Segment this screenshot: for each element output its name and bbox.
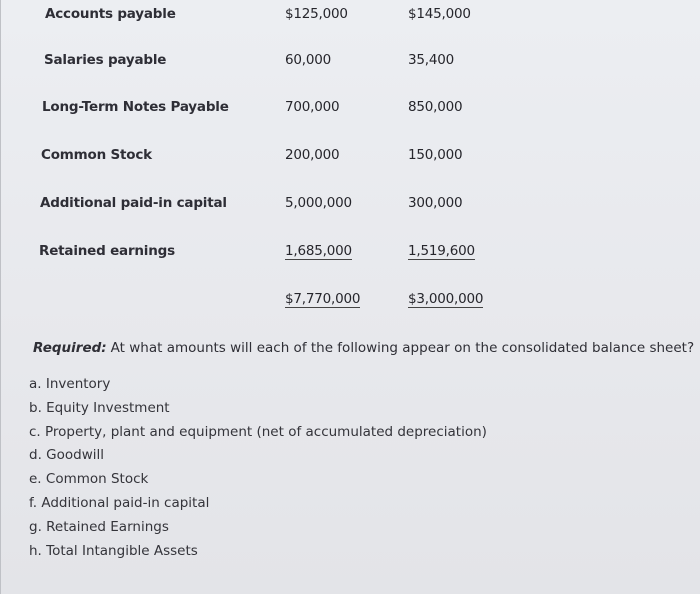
value-col1: 200,000 xyxy=(285,147,340,163)
total-col2: $3,000,000 xyxy=(408,291,484,307)
table-row xyxy=(0,243,700,271)
list-item: g. Retained Earnings xyxy=(29,518,169,535)
value-col2: $145,000 xyxy=(408,6,471,22)
value-col2: 850,000 xyxy=(408,99,463,115)
row-label: Salaries payable xyxy=(44,52,167,68)
table-row xyxy=(0,52,700,80)
list-item: a. Inventory xyxy=(29,376,111,392)
value-col1: 1,685,000 xyxy=(285,243,352,259)
row-label: Retained earnings xyxy=(39,243,175,259)
value-col1: $125,000 xyxy=(285,6,348,22)
row-label: Additional paid-in capital xyxy=(40,195,227,211)
total-col1: $7,770,000 xyxy=(285,291,361,307)
value-col2: 1,519,600 xyxy=(408,243,475,259)
question-prefix: Required: xyxy=(33,340,107,356)
table-row xyxy=(0,147,700,175)
value-col1: 5,000,000 xyxy=(285,195,352,211)
table-row xyxy=(0,99,700,127)
value-col2: 300,000 xyxy=(408,195,463,211)
row-label: Long-Term Notes Payable xyxy=(42,99,229,115)
list-item: f. Additional paid-in capital xyxy=(29,494,210,511)
table-row xyxy=(0,6,700,34)
row-label: Accounts payable xyxy=(45,6,176,22)
value-col2: 35,400 xyxy=(408,52,455,68)
list-item: e. Common Stock xyxy=(29,471,149,488)
required-items-list xyxy=(29,374,487,564)
value-col2: 150,000 xyxy=(408,147,463,163)
table-row xyxy=(0,195,700,223)
totals-row xyxy=(0,291,700,319)
required-question xyxy=(33,340,694,356)
list-item: b. Equity Investment xyxy=(29,399,170,416)
list-item: c. Property, plant and equipment (net of accumulated depreciation) xyxy=(29,423,487,440)
question-text: At what amounts will each of the following appear on the consolidated balance sheet? xyxy=(110,340,695,356)
list-item: h. Total Intangible Assets xyxy=(29,542,198,559)
value-col1: 700,000 xyxy=(285,99,340,115)
value-col1: 60,000 xyxy=(285,52,332,68)
row-label: Common Stock xyxy=(41,147,152,163)
list-item: d. Goodwill xyxy=(29,447,104,464)
